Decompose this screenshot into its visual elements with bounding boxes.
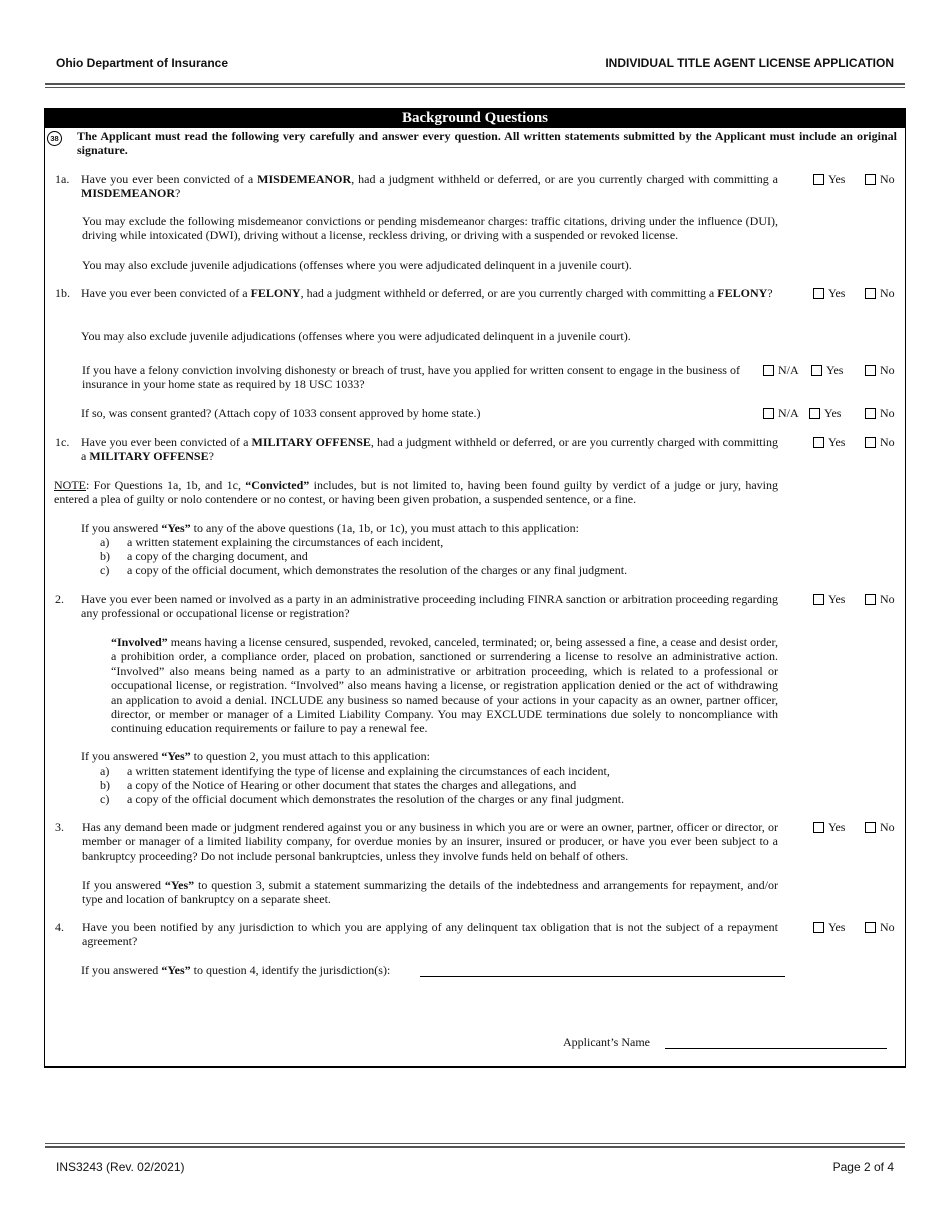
q4-number: 4. [55,920,64,934]
q4-no-checkbox[interactable]: No [865,920,895,934]
q1b-consent-na-checkbox[interactable]: N/A [763,363,799,377]
applicant-name-input-line[interactable] [665,1048,887,1049]
checkbox-icon [813,437,824,448]
q1-attachments-intro: If you answered “Yes” to any of the above questions (1a, 1b, or 1c), you must attach to this application: [81,521,579,535]
q4-yes-checkbox[interactable]: Yes [813,920,845,934]
list-item-label: b) [100,549,110,563]
q1b-granted-na-checkbox[interactable]: N/A [763,406,799,420]
checkbox-icon [865,365,876,376]
footer-rule [45,1146,905,1148]
checkbox-icon [813,174,824,185]
list-item: a written statement explaining the circumstances of each incident, [127,535,444,549]
q4-jurisdiction-label: If you answered “Yes” to question 4, identify the jurisdiction(s): [81,963,391,977]
checkbox-icon [865,437,876,448]
header-form-title: INDIVIDUAL TITLE AGENT LICENSE APPLICATION [605,56,894,70]
header-rule [45,83,905,85]
footer-form-number: INS3243 (Rev. 02/2021) [56,1160,185,1174]
checkbox-icon [865,822,876,833]
q3-no-checkbox[interactable]: No [865,820,895,834]
q1b-consent-question: If you have a felony conviction involving dishonesty or breach of trust, have you applied for written consent to engage in the business of insurance in your home state as required by 18 USC 1033? [82,363,740,392]
convicted-definition-note: NOTE: For Questions 1a, 1b, and 1c, “Convicted” includes, but is not limited to, having been found guilty by verdict of a judge or jury, having entered a plea of guilty or nolo contendere or no contest, or having been given probation, a suspended sentence, or a fine. [54,478,778,507]
q2-no-checkbox[interactable]: No [865,592,895,606]
checkbox-icon [865,174,876,185]
q4-text: Have you been notified by any jurisdiction to which you are applying of any delinquent tax obligation that is not the subject of a repayment agreement? [82,920,778,949]
header-rule-thin [45,87,905,88]
section-title: Background Questions [45,108,905,128]
checkbox-icon [811,365,822,376]
q2-number: 2. [55,592,64,606]
list-item: a copy of the official document, which demonstrates the resolution of the charges or any final judgment. [127,563,628,577]
list-item: a copy of the official document which demonstrates the resolution of the charges or any final judgment. [127,792,625,806]
checkbox-icon [813,288,824,299]
q3-text: Has any demand been made or judgment rendered against you or any business in which you are or were an owner, partner, officer or director, or member or manager of a limited liability company, for overdue monies by an insurer, insured or producer, or have you ever been subject to a bankruptcy proceeding? Do not include personal bankruptcies, unless they involve funds held on behalf of others. [82,820,778,863]
section-intro: The Applicant must read the following very carefully and answer every question. All written statements submitted by the Applicant must include an original signature. [77,129,897,158]
q1c-number: 1c. [55,435,70,449]
footer-page-number: Page 2 of 4 [832,1160,894,1174]
q1b-yes-checkbox[interactable]: Yes [813,286,845,300]
checkbox-icon [809,408,820,419]
q1a-no-checkbox[interactable]: No [865,172,895,186]
q3-attachment-instructions: If you answered “Yes” to question 3, submit a statement summarizing the details of the indebtedness and arrangements for repayment, and/or type and location of bankruptcy on a separate sheet. [82,878,778,907]
q1b-no-checkbox[interactable]: No [865,286,895,300]
checkbox-icon [865,288,876,299]
list-item-label: a) [100,764,110,778]
q1b-consent-granted-question: If so, was consent granted? (Attach copy of 1033 consent approved by home state.) [81,406,481,420]
list-item-label: a) [100,535,110,549]
q1a-number: 1a. [55,172,70,186]
q1c-text: Have you ever been convicted of a MILITARY OFFENSE, had a judgment withheld or deferred, or are you currently charged with committing a MILITARY OFFENSE? [81,435,778,464]
q2-yes-checkbox[interactable]: Yes [813,592,845,606]
q1a-note-exclusions: You may exclude the following misdemeanor convictions or pending misdemeanor charges: traffic citations, driving under the influence (DUI), driving while intoxicated (DWI), driving without a license, reckless driving, or driving with a suspended or revoked license. [82,214,778,243]
q1b-consent-yes-checkbox[interactable]: Yes [811,363,843,377]
checkbox-icon [865,922,876,933]
checkbox-icon [813,922,824,933]
q3-yes-checkbox[interactable]: Yes [813,820,845,834]
q1b-consent-no-checkbox[interactable]: No [865,363,895,377]
q1b-text: Have you ever been convicted of a FELONY, had a judgment withheld or deferred, or are you currently charged with committing a FELONY? [81,286,773,300]
q3-number: 3. [55,820,64,834]
background-questions-section [44,108,906,1068]
list-item: a copy of the Notice of Hearing or other document that states the charges and allegations, and [127,778,577,792]
q1a-note-juvenile: You may also exclude juvenile adjudications (offenses where you were adjudicated delinquent in a juvenile court). [82,258,632,272]
checkbox-icon [763,365,774,376]
q1b-number: 1b. [55,286,70,300]
checkbox-icon [865,408,876,419]
q1b-granted-no-checkbox[interactable]: No [865,406,895,420]
footer-rule-thin [45,1143,905,1144]
checkbox-icon [813,822,824,833]
list-item: a copy of the charging document, and [127,549,308,563]
list-item-label: c) [100,563,110,577]
checkbox-icon [865,594,876,605]
q1b-note-juvenile: You may also exclude juvenile adjudications (offenses where you were adjudicated delinquent in a juvenile court). [81,329,631,343]
header-agency: Ohio Department of Insurance [56,56,229,70]
list-item-label: c) [100,792,110,806]
list-item: a written statement identifying the type of license and explaining the circumstances of each incident, [127,764,610,778]
jurisdiction-input-line[interactable] [420,976,785,977]
q1a-text: Have you ever been convicted of a MISDEMEANOR, had a judgment withheld or deferred, or are you currently charged with committing a MISDEMEANOR? [81,172,778,201]
section-number-badge: 38 [47,131,62,146]
list-item-label: b) [100,778,110,792]
involved-definition: “Involved” means having a license censured, suspended, revoked, canceled, terminated; or, being assessed a fine, a cease and desist order, a prohibition order, a compliance order, placed on probation, sanctioned or surrendering a license to resolve an administrative action. “Involved” also means being named as a party to an administrative or arbitration proceeding, which is related to a professional or occupational license, or registration. “Involved” also means having a license, or registration application denied or the act of withdrawing an application to avoid a denial. INCLUDE any business so named because of your actions in your capacity as an owner, partner officer, director, or member or manager of a Limited Liability Company. You may EXCLUDE terminations due solely to noncompliance with continuing education requirements or failure to pay a renewal fee. [111,635,778,736]
q1c-no-checkbox[interactable]: No [865,435,895,449]
q2-text: Have you ever been named or involved as a party in an administrative proceeding including FINRA sanction or arbitration proceeding regarding any professional or occupational license or registration? [81,592,778,621]
q1a-yes-checkbox[interactable]: Yes [813,172,845,186]
q1c-yes-checkbox[interactable]: Yes [813,435,845,449]
applicant-name-label: Applicant’s Name [563,1035,650,1049]
q2-attachments-intro: If you answered “Yes” to question 2, you must attach to this application: [81,749,430,763]
checkbox-icon [813,594,824,605]
q1b-granted-yes-checkbox[interactable]: Yes [809,406,841,420]
checkbox-icon [763,408,774,419]
